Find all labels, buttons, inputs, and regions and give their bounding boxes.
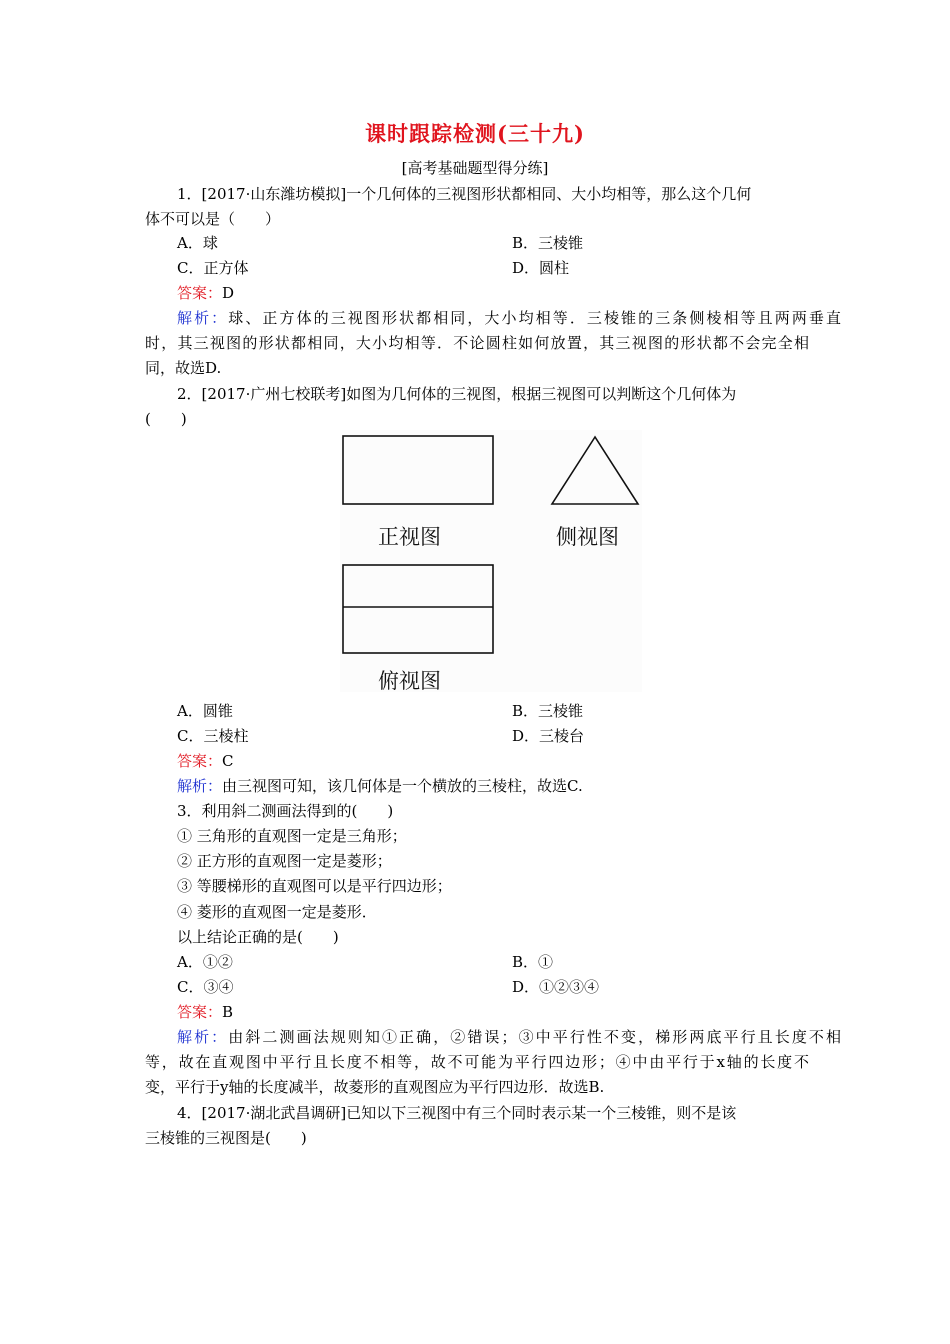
side-view-label: 侧视图: [556, 525, 619, 549]
q3-option-b: B．①: [512, 953, 554, 971]
q1-analysis-line2: 时，其三视图的形状都相同，大小均相等．不论圆柱如何放置，其三视图的形状都不会完全相: [145, 334, 809, 352]
q3-analysis-line2: 等，故在直观图中平行且长度不相等，故不可能为平行四边形；④中由平行于x轴的长度不: [145, 1053, 809, 1071]
answer-value: B: [222, 1003, 234, 1021]
q2-stem-line2: ( ): [145, 410, 187, 428]
q3-item-3: ③ 等腰梯形的直观图可以是平行四边形；: [177, 877, 452, 895]
q3-stem-line1: 3．利用斜二测画法得到的( ): [177, 802, 394, 820]
q4-stem-line2: 三棱锥的三视图是( ): [145, 1129, 307, 1147]
q4-stem-line1: 4．[2017·湖北武昌调研]已知以下三视图中有三个同时表示某一个三棱锥，则不是该: [177, 1104, 737, 1122]
q2-option-a: A．圆锥: [177, 702, 233, 720]
q1-answer: [177, 283, 234, 303]
q2-stem-line1: 2．[2017·广州七校联考]如图为几何体的三视图，根据三视图可以判断这个几何体为: [177, 385, 737, 403]
answer-label: 答案：: [177, 1003, 223, 1021]
analysis-text: 由斜二测画法规则知①正确，②错误；③中平行性不变，梯形两底平行且长度不相: [228, 1028, 841, 1046]
answer-value: C: [222, 752, 234, 770]
analysis-label: 解析：: [177, 1028, 229, 1046]
q3-analysis-line1: [145, 1027, 841, 1047]
q1-stem-line2: 体不可以是（ ）: [145, 210, 281, 228]
page-title: 课时跟踪检测(三十九): [365, 121, 585, 146]
q3-analysis-line3: 变，平行于y轴的长度减半，故菱形的直观图应为平行四边形．故选B.: [145, 1078, 605, 1096]
q2-option-b: B．三棱锥: [512, 702, 584, 720]
q3-item-4: ④ 菱形的直观图一定是菱形．: [177, 903, 377, 921]
q2-answer: [177, 751, 234, 771]
page-subtitle: [高考基础题型得分练]: [401, 159, 549, 177]
q3-stem-line2: 以上结论正确的是( ): [177, 928, 339, 946]
analysis-text: 由三视图可知，该几何体是一个横放的三棱柱，故选C.: [222, 777, 583, 795]
q3-item-1: ① 三角形的直观图一定是三角形；: [177, 827, 407, 845]
top-view-label: 俯视图: [378, 669, 441, 692]
q2-option-d: D．三棱台: [512, 727, 585, 745]
q2-option-c: C．三棱柱: [177, 727, 249, 745]
q2-analysis-line1: [177, 776, 583, 796]
front-view-label: 正视图: [378, 525, 441, 549]
answer-label: 答案：: [177, 284, 223, 302]
answer-value: D: [222, 284, 235, 302]
answer-label: 答案：: [177, 752, 223, 770]
q1-option-b: B．三棱锥: [512, 234, 584, 252]
q3-answer: [177, 1002, 233, 1022]
q3-option-c: C．③④: [177, 978, 234, 996]
analysis-text: 球、正方体的三视图形状都相同，大小均相等．三棱锥的三条侧棱相等且两两垂直: [228, 309, 841, 327]
analysis-label: 解析：: [177, 309, 229, 327]
q1-analysis-line3: 同，故选D.: [145, 359, 222, 377]
q1-stem-line1: 1．[2017·山东潍坊模拟]一个几何体的三视图形状都相同、大小均相等，那么这个几何: [177, 185, 752, 203]
analysis-label: 解析：: [177, 777, 223, 795]
q3-item-2: ② 正方形的直观图一定是菱形；: [177, 852, 392, 870]
three-view-figure: [340, 430, 642, 692]
q1-option-c: C．正方体: [177, 259, 249, 277]
q1-analysis-line1: [145, 308, 841, 328]
q1-option-a: A．球: [177, 234, 218, 252]
q3-option-d: D．①②③④: [512, 978, 600, 996]
q3-option-a: A．①②: [177, 953, 233, 971]
q1-option-d: D．圆柱: [512, 259, 570, 277]
